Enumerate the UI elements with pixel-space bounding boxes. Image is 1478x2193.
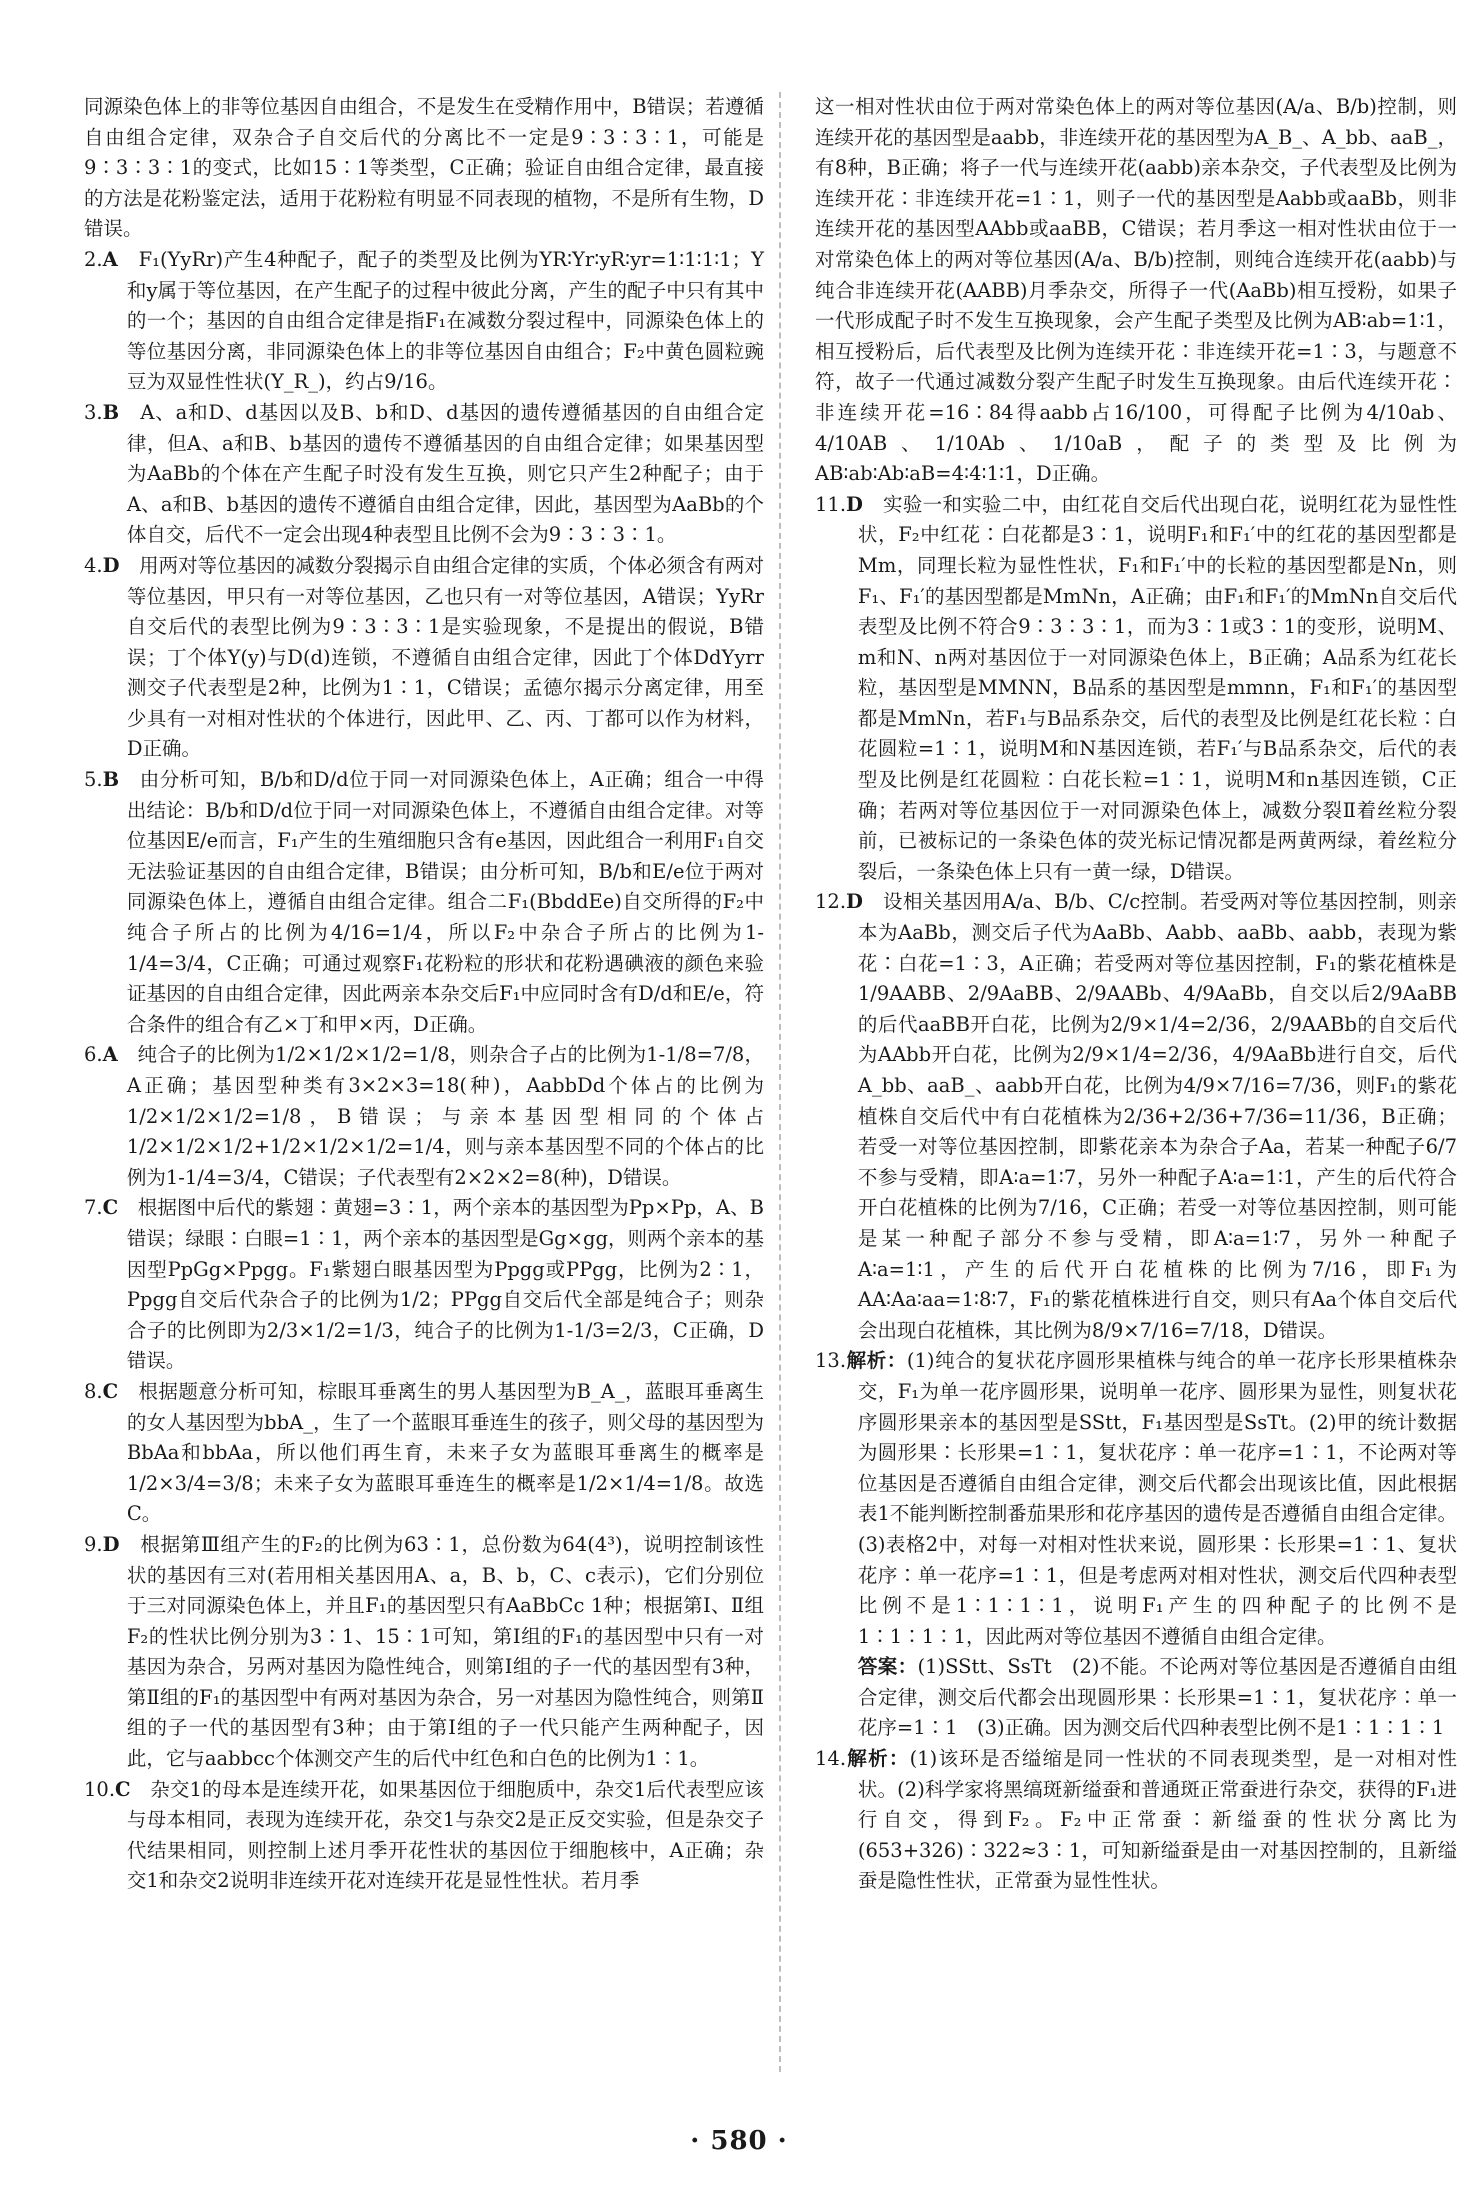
answer-item: [815, 887, 1457, 1346]
left-column: [84, 92, 764, 1897]
item-number: 12.: [815, 890, 847, 914]
left-continuation: 同源染色体上的非等位基因自由组合，不是发生在受精作用中，B错误；若遵循自由组合定律，双杂合子自交后代的分离比不一定是9∶3∶3∶1，可能是9∶3∶3∶1的变式，比如15∶1等类型，C正确；验证自由组合定律，最直接的方法是花粉鉴定法，适用于花粉粒有明显不同表现的植物，不是所有生物，D错误。: [84, 95, 764, 241]
answer-item: [84, 1775, 764, 1897]
item-number: 9.: [84, 1532, 103, 1556]
item-number: 11.: [815, 492, 847, 516]
answer-item: [84, 1040, 764, 1193]
answer-label: 答案：: [857, 1655, 918, 1679]
answer-text: (1)SStt、SsTt (2)不能。不论两对等位基因是否遵循自由组合定律，测交后代都会出现圆形果∶长形果=1∶1，复状花序∶单一花序=1∶1 (3)正确。因为测交后代四种表型比例不是1∶1∶1∶1: [857, 1655, 1457, 1740]
right-continuation: 这一相对性状由位于两对常染色体上的两对等位基因(A/a、B/b)控制，则连续开花的基因型是aabb，非连续开花的基因型为A_B_、A_bb、aaB_，有8种，B正确；将子一代与连续开花(aabb)亲本杂交，子代表型及比例为连续开花∶非连续开花=1∶1，则子一代的基因型是Aabb或aaBb，则非连续开花的基因型AAbb或aaBB，C错误；若月季这一相对性状由位于一对常染色体上的两对等位基因(A/a、B/b)控制，则纯合连续开花(aabb)与纯合非连续开花(AABB)月季杂交，所得子一代(AaBb)相互授粉，如果子一代形成配子时不发生互换现象，会产生配子类型及比例为AB∶ab=1∶1，相互授粉后，后代表型及比例为连续开花∶非连续开花=1∶3，与题意不符，故子一代通过减数分裂产生配子时发生互换现象。由后代连续开花∶非连续开花=16∶84得aabb占16/100，可得配子比例为4/10ab、4/10AB、1/10Ab、1/10aB，配子的类型及比例为AB∶ab∶Ab∶aB=4∶4∶1∶1，D正确。: [815, 95, 1457, 486]
explanation-text: 设相关基因用A/a、B/b、C/c控制。若受两对等位基因控制，则亲本为AaBb，测交后子代为AaBb、Aabb、aaBb、aabb，表现为紫花∶白花=1∶3，A正确；若受两对等位基因控制，F₁的紫花植株是1/9AABB、2/9AaBB、2/9AABb、4/9AaBb，自交以后2/9AaBB的后代aaBB开白花，比例为2/9×1/4=2/36，2/9AABb的自交后代为AAbb开白花，比例为2/9×1/4=2/36，4/9AaBb进行自交，后代A_bb、aaB_、aabb开白花，比例为4/9×7/16=7/36，则F₁的紫花植株自交后代中有白花植株为2/36+2/36+7/36=11/36，B正确；若受一对等位基因控制，即紫花亲本为杂合子Aa，若某一种配子6/7不参与受精，即A∶a=1∶7，另外一种配子A∶a=1∶1，产生的后代符合开白花植株的比例为7/16，C正确；若受一对等位基因控制，则可能是某一种配子部分不参与受精，即A∶a=1∶7，另外一种配子A∶a=1∶1，产生的后代开白花植株的比例为7/16，即F₁为AA∶Aa∶aa=1∶8∶7，F₁的紫花植株进行自交，则只有Aa个体自交后代会出现白花植株，其比例为8/9×7/16=7/18，D错误。: [857, 890, 1457, 1342]
explanation-text: 由分析可知，B/b和D/d位于同一对同源染色体上，A正确；组合一中得出结论：B/b和D/d位于同一对同源染色体上，不遵循自由组合定律。对等位基因E/e而言，F₁产生的生殖细胞只含有e基因，因此组合一利用F₁自交无法验证基因的自由组合定律，B错误；由分析可知，B/b和E/e位于两对同源染色体上，遵循自由组合定律。组合二F₁(BbddEe)自交所得的F₂中纯合子所占的比例为4/16=1/4，所以F₂中杂合子所占的比例为1-1/4=3/4，C正确；可通过观察F₁花粉粒的形状和花粉遇碘液的颜色来验证基因的自由组合定律，因此两亲本杂交后F₁中应同时含有D/d和E/e，符合条件的组合有乙×丁和甲×丙，D正确。: [126, 768, 764, 1036]
explanation-text: 纯合子的比例为1/2×1/2×1/2=1/8，则杂合子占的比例为1-1/8=7/8，A正确；基因型种类有3×2×3=18(种)，AabbDd个体占的比例为1/2×1/2×1/2=1/8，B错误；与亲本基因型相同的个体占1/2×1/2×1/2+1/2×1/2×1/2=1/4，则与亲本基因型不同的个体占的比例为1-1/4=3/4，C错误；子代表型有2×2×2=8(种)，D错误。: [126, 1043, 764, 1189]
explanation-text: 杂交1的母本是连续开花，如果基因位于细胞质中，杂交1后代表型应该与母本相同，表现为连续开花，杂交1与杂交2是正反交实验，但是杂交子代结果相同，则控制上述月季开花性状的基因位于细胞核中，A正确；杂交1和杂交2说明非连续开花对连续开花是显性性状。若月季: [126, 1777, 764, 1893]
item-number: 3.: [84, 400, 103, 424]
left-answer-list: [84, 245, 764, 1897]
answer-letter: D: [102, 1532, 120, 1556]
analysis-label: 解析：: [846, 1349, 907, 1373]
answer-13-result: [815, 1652, 1457, 1744]
item-number: 7.: [84, 1196, 103, 1220]
analysis-text: (1)该环是否缢缩是同一性状的不同表现类型，是一对相对性状。(2)科学家将黑缟斑新缢蚕和普通斑正常蚕进行杂交，获得的F₁进行自交，得到F₂。F₂中正常蚕∶新缢蚕的性状分离比为(653+326)∶322≈3∶1，可知新缢蚕是由一对基因控制的，且新缢蚕是隐性性状，正常蚕为显性性状。: [857, 1747, 1457, 1893]
right-column: [815, 92, 1457, 1897]
answer-item: [84, 1377, 764, 1530]
explanation-text: F₁(YyRr)产生4种配子，配子的类型及比例为YR∶Yr∶yR∶yr=1∶1∶1∶1；Y和y属于等位基因，在产生配子的过程中彼此分离，产生的配子中只有其中的一个；基因的自由组合定律是指F₁在减数分裂过程中，同源染色体上的等位基因分离，非同源染色体上的非等位基因自由组合；F₂中黄色圆粒豌豆为双显性性状(Y_R_)，约占9/16。: [126, 247, 764, 394]
explanation-text: 根据图中后代的紫翅∶黄翅=3∶1，两个亲本的基因型为Pp×Pp，A、B错误；绿眼∶白眼=1∶1，两个亲本的基因型是Gg×gg，则两个亲本的基因型PpGg×Ppgg。F₁紫翅白眼基因型为Ppgg或PPgg，比例为2∶1，Ppgg自交后代杂合子的比例为1/2；PPgg自交后代全部是纯合子；则杂合子的比例即为2/3×1/2=1/3，纯合子的比例为1-1/3=2/3，C正确，D错误。: [126, 1196, 764, 1373]
answer-item: [84, 765, 764, 1040]
answer-item: [815, 490, 1457, 888]
answer-item: [84, 1530, 764, 1775]
answer-letter: D: [102, 553, 120, 577]
answer-letter: B: [102, 400, 120, 424]
answer-letter: B: [102, 768, 120, 792]
answer-item: [84, 245, 764, 398]
item-number: 10.: [84, 1777, 116, 1801]
item-number: 8.: [84, 1379, 103, 1403]
column-divider: [779, 92, 781, 2072]
answer-letter: A: [102, 1043, 118, 1067]
analysis-text: (1)纯合的复状花序圆形果植株与纯合的单一花序长形果植株杂交，F₁为单一花序圆形果，说明单一花序、圆形果为显性，则复状花序圆形果亲本的基因型是SStt，F₁基因型是SsTt。(2)甲的统计数据为圆形果∶长形果=1∶1，复状花序∶单一花序=1∶1，不论两对等位基因是否遵循自由组合定律，测交后代都会出现该比值，因此根据表1不能判断控制番茄果形和花序基因的遗传是否遵循自由组合定律。(3)表格2中，对每一对相对性状来说，圆形果∶长形果=1∶1、复状花序∶单一花序=1∶1，但是考虑两对相对性状，测交后代四种表型比例不是1∶1∶1∶1，说明F₁产生的四种配子的比例不是1∶1∶1∶1，因此两对等位基因不遵循自由组合定律。: [857, 1349, 1457, 1648]
explanation-text: 根据第Ⅲ组产生的F₂的比例为63∶1，总份数为64(4³)，说明控制该性状的基因有三对(若用相关基因用A、a，B、b，C、c表示)，它们分别位于三对同源染色体上，并且F₁的基因型只有AaBbCc 1种；根据第Ⅰ、Ⅱ组F₂的性状比例分别为3∶1、15∶1可知，第Ⅰ组的F₁的基因型中只有一对基因为杂合，另两对基因为隐性纯合，则第Ⅰ组的子一代的基因型有3种，第Ⅱ组的F₁的基因型中有两对基因为杂合，另一对基因为隐性纯合，则第Ⅱ组的子一代的基因型有3种；由于第Ⅰ组的子一代只能产生两种配子，因此，它与aabbcc个体测交产生的后代中红色和白色的比例为1∶1。: [126, 1532, 764, 1771]
explanation-text: 根据题意分析可知，棕眼耳垂离生的男人基因型为B_A_，蓝眼耳垂离生的女人基因型为bbA_，生了一个蓝眼耳垂连生的孩子，则父母的基因型为BbAa和bbAa，所以他们再生育，未来子女为蓝眼耳垂离生的概率是1/2×3/4=3/8；未来子女为蓝眼耳垂连生的概率是1/2×1/4=1/8。故选C。: [126, 1379, 764, 1526]
answer-item-13: [815, 1346, 1457, 1652]
explanation-text: A、a和D、d基因以及B、b和D、d基因的遗传遵循基因的自由组合定律，但A、a和B、b基因的遗传不遵循基因的自由组合定律；如果基因型为AaBb的个体在产生配子时没有发生互换，则它只产生2种配子；由于A、a和B、b基因的遗传不遵循自由组合定律，因此，基因型为AaBb的个体自交，后代不一定会出现4种表型且比例不会为9∶3∶3∶1。: [126, 400, 764, 547]
item-number: 4.: [84, 553, 103, 577]
answer-item: [84, 1193, 764, 1377]
answer-item-14: [815, 1744, 1457, 1897]
answer-item: [84, 398, 764, 551]
explanation-text: 实验一和实验二中，由红花自交后代出现白花，说明红花为显性性状，F₂中红花∶白花都是3∶1，说明F₁和F₁′中的红花的基因型都是Mm，同理长粒为显性性状，F₁和F₁′中的长粒的基因型都是Nn，则F₁、F₁′的基因型都是MmNn，A正确；由F₁和F₁′的MmNn自交后代表型及比例不符合9∶3∶3∶1，而为3∶1或3∶1的变形，说明M、m和N、n两对基因位于一对同源染色体上，B正确；A品系为红花长粒，基因型是MMNN，B品系的基因型是mmnn，F₁和F₁′的基因型都是MmNn，若F₁与B品系杂交，后代的表型及比例是红花长粒∶白花圆粒=1∶1，说明M和N基因连锁，若F₁′与B品系杂交，后代的表型及比例是红花圆粒∶白花长粒=1∶1，说明M和n基因连锁，C正确；若两对等位基因位于一对同源染色体上，减数分裂Ⅱ着丝粒分裂前，已被标记的一条染色体的荧光标记情况都是两黄两绿，着丝粒分裂后，一条染色体上只有一黄一绿，D错误。: [857, 492, 1457, 883]
item-number: 5.: [84, 768, 103, 792]
item-number: 6.: [84, 1043, 103, 1067]
answer-letter: C: [102, 1379, 119, 1403]
answer-letter: D: [846, 890, 863, 914]
answer-item: [84, 551, 764, 765]
answer-letter: A: [102, 247, 118, 271]
answer-letter: C: [102, 1196, 119, 1220]
item-number: 2.: [84, 247, 103, 271]
right-answer-list: [815, 490, 1457, 1347]
analysis-label: 解析：: [846, 1747, 910, 1771]
explanation-text: 用两对等位基因的减数分裂揭示自由组合定律的实质，个体必须含有两对等位基因，甲只有一对等位基因，乙也只有一对等位基因，A错误；YyRr自交后代的表型比例为9∶3∶3∶1是实验现象，不是提出的假说，B错误；丁个体Y(y)与D(d)连锁，不遵循自由组合定律，因此丁个体DdYyrr测交子代表型是2种，比例为1∶1，C错误；孟德尔揭示分离定律，用至少具有一对相对性状的个体进行，因此甲、乙、丙、丁都可以作为材料，D正确。: [126, 553, 764, 761]
item-number: 14.: [815, 1747, 847, 1771]
item-number: 13.: [815, 1349, 847, 1373]
page-number: · 580 ·: [690, 2126, 788, 2156]
answer-letter: C: [115, 1777, 131, 1801]
answer-letter: D: [846, 492, 863, 516]
